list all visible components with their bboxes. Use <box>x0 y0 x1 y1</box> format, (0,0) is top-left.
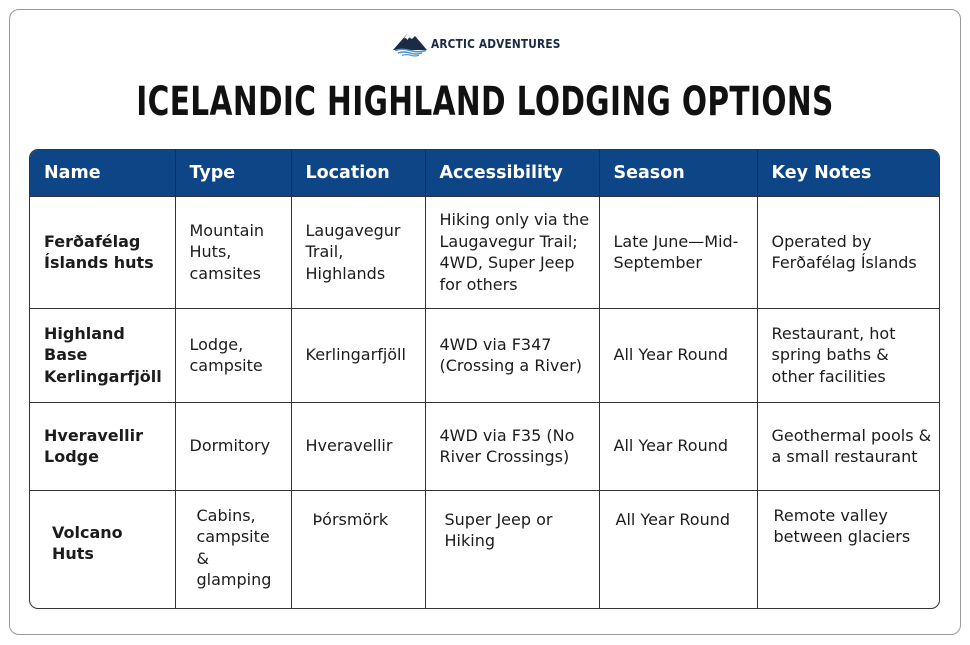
cell-key-notes: Remote valley between glaciers <box>757 490 940 608</box>
cell-location: Hveravellir <box>291 402 425 490</box>
cell-name: Highland Base Kerlingarfjöll <box>30 308 175 402</box>
column-header-key-notes: Key Notes <box>757 150 940 196</box>
cell-location: Kerlingarfjöll <box>291 308 425 402</box>
cell-name: Ferðafélag Íslands huts <box>30 196 175 308</box>
table-header-row <box>30 150 940 196</box>
cell-type: Cabins, campsite & glamping <box>175 490 291 608</box>
page-title: ICELANDIC HIGHLAND LODGING OPTIONS <box>136 79 834 125</box>
column-header-name: Name <box>30 150 175 196</box>
mountain-waves-icon <box>392 31 428 57</box>
cell-type: Dormitory <box>175 402 291 490</box>
cell-type: Lodge, campsite <box>175 308 291 402</box>
cell-accessibility: Super Jeep or Hiking <box>425 490 599 608</box>
column-header-location: Location <box>291 150 425 196</box>
table-row <box>30 308 940 402</box>
cell-name: Hveravellir Lodge <box>30 402 175 490</box>
cell-key-notes: Geothermal pools & a small restaurant <box>757 402 940 490</box>
cell-season: All Year Round <box>599 308 757 402</box>
table-row <box>30 402 940 490</box>
cell-accessibility: 4WD via F347 (Crossing a River) <box>425 308 599 402</box>
column-header-type: Type <box>175 150 291 196</box>
cell-accessibility: Hiking only via the Laugavegur Trail; 4WD, Super Jeep for others <box>425 196 599 308</box>
column-header-season: Season <box>599 150 757 196</box>
column-header-accessibility: Accessibility <box>425 150 599 196</box>
cell-name: Volcano Huts <box>30 490 175 608</box>
cell-season: Late June—Mid-September <box>599 196 757 308</box>
cell-season: All Year Round <box>599 490 757 608</box>
table-row <box>30 196 940 308</box>
cell-season: All Year Round <box>599 402 757 490</box>
cell-location: Þórsmörk <box>291 490 425 608</box>
brand-name: ARCTIC ADVENTURES <box>430 37 561 51</box>
cell-key-notes: Restaurant, hot spring baths & other facilities <box>757 308 940 402</box>
cell-type: Mountain Huts, camsites <box>175 196 291 308</box>
cell-key-notes: Operated by Ferðafélag Íslands <box>757 196 940 308</box>
brand-logo <box>0 29 970 59</box>
cell-location: Laugavegur Trail, Highlands <box>291 196 425 308</box>
lodging-table <box>30 150 940 608</box>
lodging-table-container <box>29 149 940 609</box>
cell-accessibility: 4WD via F35 (No River Crossings) <box>425 402 599 490</box>
table-row <box>30 490 940 608</box>
